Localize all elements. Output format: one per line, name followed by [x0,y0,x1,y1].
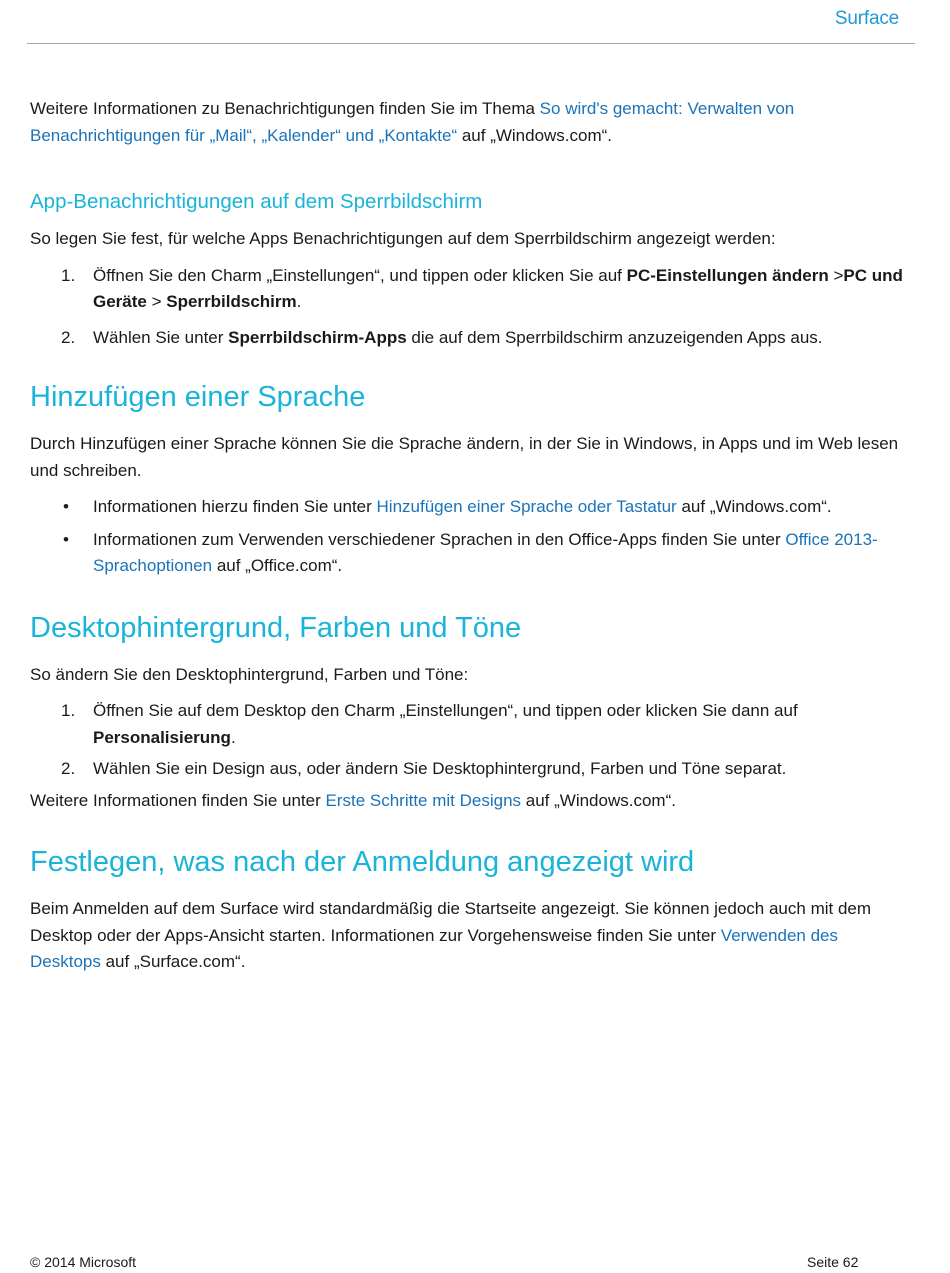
list-number: 1. [61,265,76,285]
more-info-text-after: auf „Windows.com“. [521,790,676,810]
list-item [30,263,910,316]
list-item [30,698,910,751]
office-language-link[interactable]: Office 2013-Sprachoptionen [93,529,878,575]
intro-text: Weitere Informationen zu Benachrichtigungen finden Sie im Thema [30,99,540,118]
step-emphasis: PC und Geräte [93,265,903,311]
heading-app-notifications: App-Benachrichtigungen auf dem Sperrbildschirm [30,190,483,213]
step-text: . [296,292,302,311]
intro-text-after: auf „Windows.com“. [457,125,613,145]
intro-link[interactable]: So wird's gemacht: Verwalten von Benachrichtigungen für „Mail“, „Kalender“ und „Kontakte“ [30,99,795,145]
bullet-text: Informationen hierzu finden Sie unter [93,497,377,516]
list-item [30,494,910,521]
app-notifications-steps [30,263,910,352]
app-notifications-lead: So legen Sie fest, für welche Apps Benachrichtigungen auf dem Sperrbildschirm angezeigt werden: [30,229,776,248]
language-lead: Durch Hinzufügen einer Sprache können Sie die Sprache ändern, in der Sie in Windows, in Apps und im Web lesen und schreiben. [30,434,899,480]
desktop-steps [30,698,910,783]
bullet-text: auf „Windows.com“. [676,497,832,516]
step-emphasis: Sperrbildschirm [166,292,297,311]
bullet-icon: • [63,497,69,516]
list-item [30,527,910,580]
step-text: > [146,292,167,311]
bullet-text: auf „Office.com“. [212,556,343,575]
desktop-lead: So ändern Sie den Desktophintergrund, Farben und Töne: [30,664,469,684]
step-emphasis: Sperrbildschirm-Apps [228,327,407,347]
step-text: die auf dem Sperrbildschirm anzuzeigenden Apps aus. [406,327,823,347]
step-emphasis: Personalisierung [93,727,231,747]
step-text: > [828,265,844,285]
startup-paragraph [30,896,910,976]
bullet-text: Informationen zum Verwenden verschiedener Sprachen in den Office-Apps finden Sie unter [93,529,786,549]
startup-text-after: auf „Surface.com“. [100,952,246,971]
step-text: Wählen Sie ein Design aus, oder ändern Sie Desktophintergrund, Farben und Töne separat. [93,759,787,778]
list-number: 2. [61,759,76,778]
startup-text: Beim Anmelden auf dem Surface wird standardmäßig die Startseite angezeigt. Sie können jedoch auch mit dem Desktop oder der Apps-Ansicht starten. Informationen zur Vorgehensweise finden Sie unter [30,899,872,945]
header-divider [27,43,915,44]
step-text: Öffnen Sie den Charm „Einstellungen“, und tippen oder klicken Sie auf [93,265,627,285]
heading-desktop: Desktophintergrund, Farben und Töne [30,611,522,644]
heading-language: Hinzufügen einer Sprache [30,381,366,413]
more-info-text: Weitere Informationen finden Sie unter [30,790,326,810]
themes-link[interactable]: Erste Schritte mit Designs [325,790,522,810]
list-number: 1. [61,701,76,720]
document-body [30,96,910,976]
footer-copyright: © 2014 Microsoft [30,1254,137,1270]
list-item [30,756,910,783]
add-language-link[interactable]: Hinzufügen einer Sprache oder Tastatur [376,497,677,516]
intro-paragraph [30,96,910,149]
step-text: . [230,727,236,747]
step-text: Wählen Sie unter [93,327,229,347]
page-number: Seite 62 [807,1254,859,1270]
list-item [30,325,910,352]
language-bullets [30,494,910,580]
step-text: Öffnen Sie auf dem Desktop den Charm „Einstellungen“, und tippen oder klicken Sie dann auf [93,701,798,720]
desktop-more-info [30,788,910,815]
list-number: 2. [61,327,76,347]
bullet-icon: • [63,529,69,549]
step-emphasis: PC-Einstellungen ändern [626,265,829,285]
heading-startup: Festlegen, was nach der Anmeldung angezeigt wird [30,846,695,878]
desktop-usage-link[interactable]: Verwenden des Desktops [30,925,838,971]
brand-logo-text: Surface [834,8,899,29]
